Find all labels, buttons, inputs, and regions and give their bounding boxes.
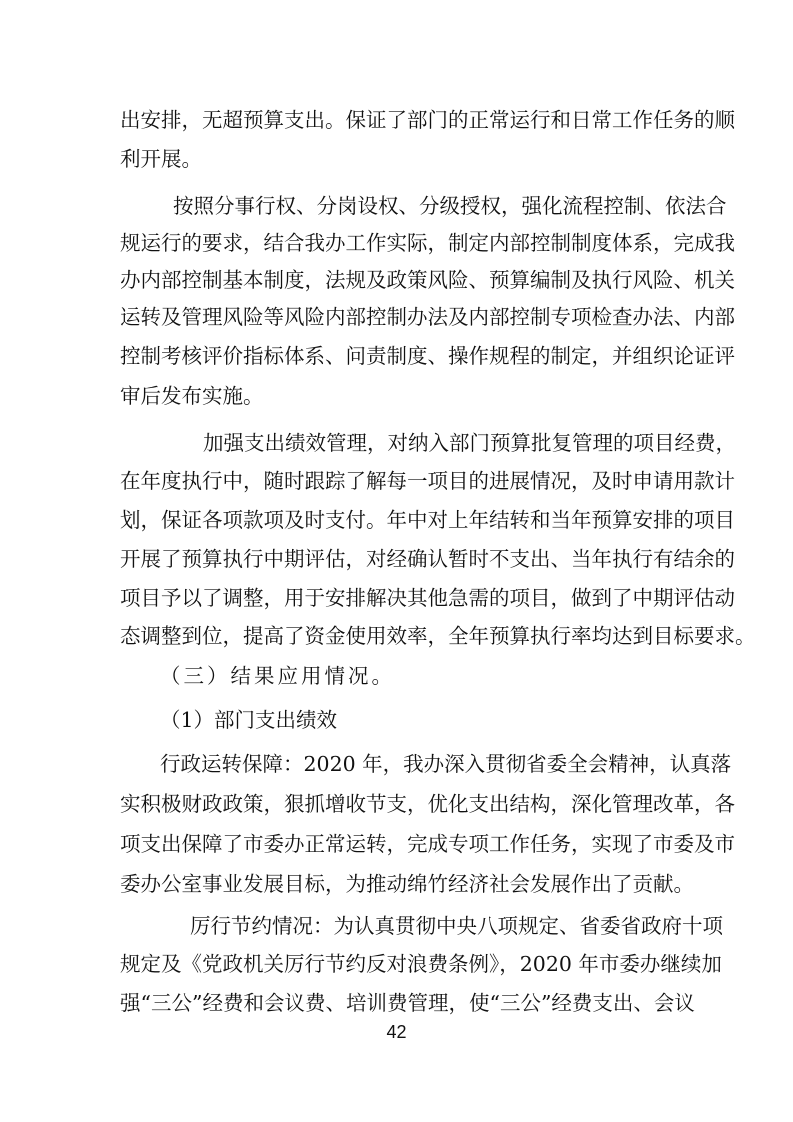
text-line: 委办公室事业发展目标，为推动绵竹经济社会发展作出了贡献。	[120, 872, 694, 896]
text-line: 厉行节约情况：为认真贯彻中央八项规定、省委省政府十项	[190, 914, 723, 938]
text-line: 利开展。	[120, 147, 202, 171]
text-line: 项支出保障了市委办正常运转，完成专项工作任务，实现了市委及市	[120, 832, 735, 856]
text-line: 强“三公”经费和会议费、培训费管理，使“三公”经费支出、会议	[120, 991, 695, 1015]
text-line: 规定及《党政机关厉行节约反对浪费条例》，2020 年市委办继续加	[120, 952, 722, 976]
text-line: 行政运转保障：2020 年，我办深入贯彻省委全会精神，认真落	[160, 752, 732, 776]
text-line: 控制考核评价指标体系、问责制度、操作规程的制定，并组织论证评	[120, 344, 735, 368]
text-line: 实积极财政政策，狠抓增收节支，优化支出结构，深化管理改革，各	[120, 792, 735, 816]
text-line: 按照分事行权、分岗设权、分级授权，强化流程控制、依法合	[173, 194, 727, 218]
text-line: 开展了预算执行中期评估，对经确认暂时不支出、当年执行有结余的	[120, 547, 735, 571]
section-heading: （三）结果应用情况。	[160, 664, 395, 688]
text-line: 项目予以了调整，用于安排解决其他急需的项目，做到了中期评估动	[120, 586, 735, 610]
text-line: 运转及管理风险等风险内部控制办法及内部控制专项检查办法、内部	[120, 305, 735, 329]
text-line: 审后发布实施。	[120, 384, 264, 408]
subsection-heading: （1）部门支出绩效	[160, 708, 338, 732]
text-line: 划，保证各项款项及时支付。年中对上年结转和当年预算安排的项目	[120, 508, 735, 532]
text-line: 加强支出绩效管理，对纳入部门预算批复管理的项目经费，	[203, 431, 736, 455]
page-number: 42	[386, 1022, 407, 1042]
text-line: 办内部控制基本制度，法规及政策风险、预算编制及执行风险、机关	[120, 268, 735, 292]
text-line: 态调整到位，提高了资金使用效率，全年预算执行率均达到目标要求。	[120, 624, 756, 648]
text-line: 规运行的要求，结合我办工作实际，制定内部控制制度体系，完成我	[120, 231, 735, 255]
text-line: 出安排，无超预算支出。保证了部门的正常运行和日常工作任务的顺	[120, 108, 735, 132]
text-line: 在年度执行中，随时跟踪了解每一项目的进展情况，及时申请用款计	[120, 469, 735, 493]
